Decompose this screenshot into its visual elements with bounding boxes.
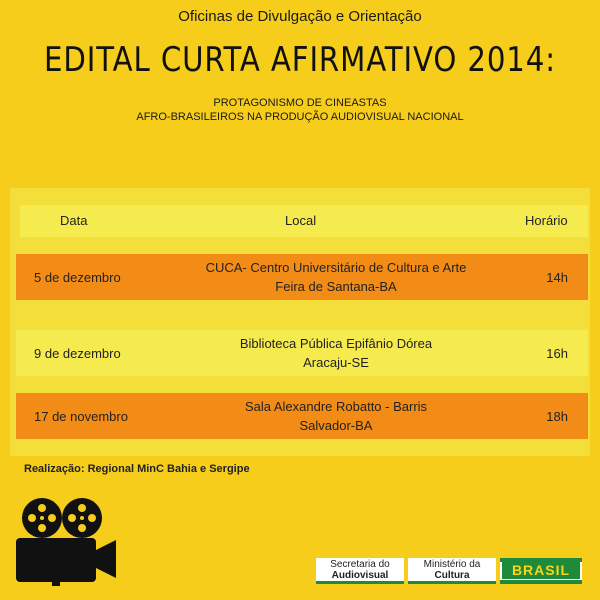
credit-line: Realização: Regional MinC Bahia e Sergipe: [24, 463, 250, 475]
logo-text: Ministério da: [423, 558, 481, 570]
tagline-line-1: PROTAGONISMO DE CINEASTAS: [213, 97, 387, 109]
column-header-date: Data: [60, 213, 88, 228]
logo-text: Cultura: [434, 569, 470, 581]
column-header-time: Horário: [525, 213, 568, 228]
secretaria-audiovisual-logo: [316, 558, 404, 584]
tagline: [0, 96, 600, 124]
brasil-government-logo: [500, 558, 582, 584]
row-date: 5 de dezembro: [34, 269, 121, 285]
table-header: [20, 205, 588, 237]
row-local-city: Feira de Santana-BA: [275, 279, 397, 294]
row-time: 18h: [546, 408, 568, 424]
row-local-city: Salvador-BA: [299, 418, 373, 433]
row-time: 16h: [546, 345, 568, 361]
row-local: [166, 334, 506, 372]
sponsor-logos: [316, 558, 582, 584]
row-local-name: CUCA- Centro Universitário de Cultura e Arte: [205, 260, 467, 275]
schedule-table: [10, 188, 590, 456]
row-time: 14h: [546, 269, 568, 285]
row-local-city: Aracaju-SE: [303, 355, 369, 370]
table-row: [16, 330, 588, 376]
table-row: [16, 254, 588, 300]
row-date: 17 de novembro: [34, 408, 128, 424]
table-row: [16, 393, 588, 439]
tagline-line-2: AFRO-BRASILEIROS NA PRODUÇÃO AUDIOVISUAL NACIONAL: [136, 111, 464, 123]
page-title: EDITAL CURTA AFIRMATIVO 2014:: [44, 40, 556, 80]
logo-text: Secretaria do: [330, 558, 390, 570]
film-camera-icon: [12, 494, 122, 586]
row-local-name: Sala Alexandre Robatto - Barris: [244, 399, 428, 414]
row-date: 9 de dezembro: [34, 345, 121, 361]
logo-text: Audiovisual: [331, 569, 389, 581]
row-local-name: Biblioteca Pública Epifânio Dórea: [239, 336, 433, 351]
ministerio-cultura-logo: [408, 558, 496, 584]
row-local: [166, 258, 506, 296]
column-header-local: Local: [285, 213, 317, 228]
row-local: [166, 397, 506, 435]
event-subtitle: Oficinas de Divulgação e Orientação: [178, 8, 422, 25]
brasil-wordmark: BRASIL: [502, 561, 580, 579]
